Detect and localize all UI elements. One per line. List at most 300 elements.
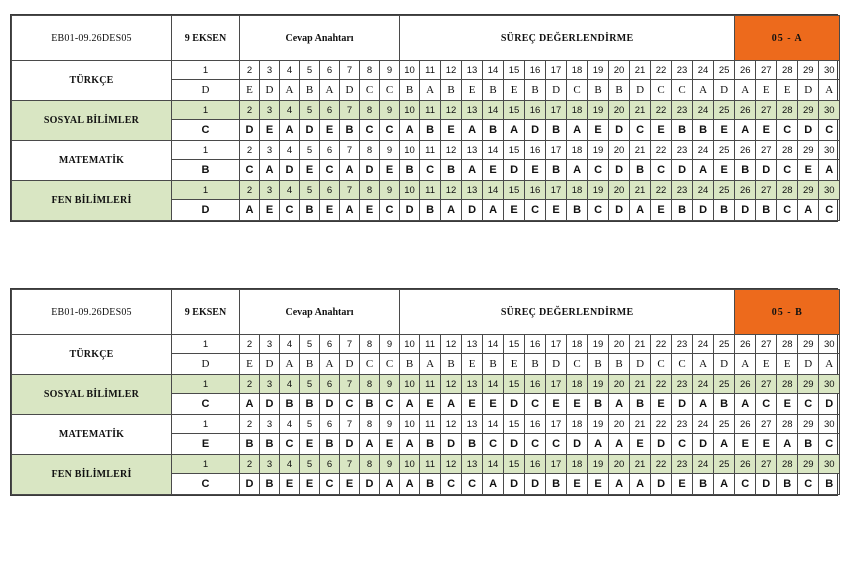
- num-cell: 9: [380, 455, 400, 474]
- num-cell: 21: [630, 141, 651, 160]
- answer-cell: E: [588, 474, 609, 495]
- num-cell: 22: [651, 455, 672, 474]
- answer-cell: C: [819, 434, 840, 455]
- num-cell: 22: [651, 415, 672, 434]
- answer-cell: D: [567, 434, 588, 455]
- sheet-badge: 05 - B: [735, 290, 840, 335]
- answer-cell: A: [400, 120, 420, 141]
- answer-cell: B: [756, 200, 777, 221]
- number-row: [12, 141, 840, 160]
- answer-cell: C: [240, 160, 260, 181]
- answer-cell: C: [672, 354, 693, 375]
- answer-cell: C: [777, 120, 798, 141]
- answer-cell: C: [651, 160, 672, 181]
- num-cell: 2: [240, 101, 260, 120]
- answer-cell: B: [420, 474, 441, 495]
- answer-cell: A: [400, 434, 420, 455]
- number-row: [12, 101, 840, 120]
- answer-cell: A: [735, 394, 756, 415]
- answer-cell: D: [172, 200, 240, 221]
- answer-cell: E: [756, 434, 777, 455]
- num-cell: 13: [462, 101, 483, 120]
- subject-label-fen-bilimleri: FEN BİLİMLERİ: [12, 181, 172, 221]
- num-cell: 1: [172, 141, 240, 160]
- num-cell: 19: [588, 181, 609, 200]
- num-cell: 20: [609, 61, 630, 80]
- num-cell: 12: [441, 141, 462, 160]
- answer-cell: B: [280, 394, 300, 415]
- num-cell: 22: [651, 61, 672, 80]
- answer-cell: A: [735, 354, 756, 375]
- num-cell: 14: [483, 335, 504, 354]
- num-cell: 24: [693, 181, 714, 200]
- answer-cell: E: [380, 434, 400, 455]
- answer-cell: D: [714, 80, 735, 101]
- num-cell: 21: [630, 101, 651, 120]
- answer-cell: E: [714, 160, 735, 181]
- answer-cell: B: [630, 394, 651, 415]
- answer-cell: A: [441, 200, 462, 221]
- num-cell: 8: [360, 141, 380, 160]
- answer-cell: C: [462, 474, 483, 495]
- num-cell: 22: [651, 181, 672, 200]
- num-cell: 28: [777, 455, 798, 474]
- num-cell: 15: [504, 101, 525, 120]
- num-cell: 5: [300, 375, 320, 394]
- answer-cell: D: [504, 474, 525, 495]
- num-cell: 5: [300, 141, 320, 160]
- num-cell: 13: [462, 415, 483, 434]
- num-cell: 30: [819, 61, 840, 80]
- answer-cell: B: [360, 394, 380, 415]
- num-cell: 23: [672, 335, 693, 354]
- answer-cell: A: [240, 394, 260, 415]
- num-cell: 20: [609, 455, 630, 474]
- cevap-anahtari-label: Cevap Anahtarı: [240, 290, 400, 335]
- num-cell: 9: [380, 181, 400, 200]
- answer-cell: A: [280, 80, 300, 101]
- answer-cell: B: [172, 160, 240, 181]
- num-cell: 17: [546, 415, 567, 434]
- answer-cell: E: [714, 120, 735, 141]
- sheet-header-row: [12, 16, 840, 61]
- num-cell: 2: [240, 141, 260, 160]
- answer-cell: A: [280, 354, 300, 375]
- num-cell: 2: [240, 61, 260, 80]
- num-cell: 15: [504, 375, 525, 394]
- answer-cell: A: [483, 200, 504, 221]
- answer-cell: A: [693, 80, 714, 101]
- answer-cell: A: [320, 354, 340, 375]
- num-cell: 25: [714, 181, 735, 200]
- num-cell: 15: [504, 61, 525, 80]
- answer-cell: A: [609, 474, 630, 495]
- num-cell: 27: [756, 415, 777, 434]
- answer-cell: E: [504, 80, 525, 101]
- eksen-label: 9 EKSEN: [172, 16, 240, 61]
- num-cell: 17: [546, 101, 567, 120]
- num-cell: 11: [420, 61, 441, 80]
- num-cell: 6: [320, 181, 340, 200]
- num-cell: 30: [819, 415, 840, 434]
- num-cell: 27: [756, 455, 777, 474]
- answer-cell: E: [462, 394, 483, 415]
- num-cell: 29: [798, 61, 819, 80]
- answer-table-b: [11, 289, 840, 495]
- num-cell: 4: [280, 455, 300, 474]
- num-cell: 1: [172, 415, 240, 434]
- answer-cell: C: [360, 80, 380, 101]
- num-cell: 27: [756, 141, 777, 160]
- answer-cell: A: [504, 120, 525, 141]
- num-cell: 17: [546, 141, 567, 160]
- answer-cell: C: [280, 200, 300, 221]
- number-row: [12, 455, 840, 474]
- num-cell: 3: [260, 415, 280, 434]
- answer-cell: D: [504, 160, 525, 181]
- answer-cell: A: [567, 160, 588, 181]
- num-cell: 12: [441, 415, 462, 434]
- answer-cell: A: [630, 200, 651, 221]
- answer-cell: E: [777, 394, 798, 415]
- answer-cell: E: [651, 200, 672, 221]
- subject-label-turkce: TÜRKÇE: [12, 335, 172, 375]
- answer-cell: A: [819, 80, 840, 101]
- num-cell: 16: [525, 181, 546, 200]
- num-cell: 28: [777, 181, 798, 200]
- num-cell: 7: [340, 335, 360, 354]
- num-cell: 18: [567, 141, 588, 160]
- num-cell: 27: [756, 335, 777, 354]
- num-cell: 17: [546, 335, 567, 354]
- sheet-code: EB01-09.26DES05: [12, 16, 172, 61]
- answer-cell: A: [609, 434, 630, 455]
- answer-cell: E: [672, 474, 693, 495]
- num-cell: 17: [546, 375, 567, 394]
- num-cell: 28: [777, 141, 798, 160]
- num-cell: 11: [420, 335, 441, 354]
- num-cell: 12: [441, 375, 462, 394]
- answer-cell: B: [420, 120, 441, 141]
- num-cell: 10: [400, 455, 420, 474]
- answer-cell: C: [525, 394, 546, 415]
- answer-cell: D: [172, 80, 240, 101]
- answer-cell: B: [588, 80, 609, 101]
- answer-cell: B: [525, 354, 546, 375]
- answer-cell: E: [420, 394, 441, 415]
- num-cell: 26: [735, 335, 756, 354]
- answer-cell: B: [546, 120, 567, 141]
- num-cell: 8: [360, 375, 380, 394]
- num-cell: 29: [798, 141, 819, 160]
- answer-cell: C: [651, 80, 672, 101]
- num-cell: 5: [300, 455, 320, 474]
- num-cell: 19: [588, 455, 609, 474]
- answer-cell: A: [320, 80, 340, 101]
- answer-cell: E: [756, 80, 777, 101]
- num-cell: 14: [483, 101, 504, 120]
- num-cell: 14: [483, 141, 504, 160]
- num-cell: 21: [630, 375, 651, 394]
- answer-cell: C: [483, 434, 504, 455]
- answer-cell: D: [260, 394, 280, 415]
- num-cell: 3: [260, 455, 280, 474]
- answer-cell: C: [630, 120, 651, 141]
- answer-cell: D: [340, 354, 360, 375]
- answer-cell: A: [340, 200, 360, 221]
- answer-cell: C: [172, 474, 240, 495]
- num-cell: 16: [525, 101, 546, 120]
- answer-cell: B: [441, 80, 462, 101]
- num-cell: 30: [819, 455, 840, 474]
- answer-cell: E: [172, 434, 240, 455]
- answer-cell: E: [651, 120, 672, 141]
- num-cell: 7: [340, 101, 360, 120]
- answer-cell: B: [798, 434, 819, 455]
- num-cell: 24: [693, 335, 714, 354]
- num-cell: 9: [380, 415, 400, 434]
- answer-cell: C: [567, 80, 588, 101]
- num-cell: 24: [693, 415, 714, 434]
- num-cell: 4: [280, 61, 300, 80]
- answer-cell: B: [320, 434, 340, 455]
- num-cell: 3: [260, 181, 280, 200]
- answer-cell: D: [462, 200, 483, 221]
- subject-label-turkce: TÜRKÇE: [12, 61, 172, 101]
- num-cell: 30: [819, 181, 840, 200]
- num-cell: 3: [260, 375, 280, 394]
- num-cell: 11: [420, 141, 441, 160]
- num-cell: 12: [441, 335, 462, 354]
- answer-cell: D: [735, 200, 756, 221]
- num-cell: 26: [735, 455, 756, 474]
- answer-cell: C: [777, 160, 798, 181]
- num-cell: 13: [462, 181, 483, 200]
- num-cell: 21: [630, 61, 651, 80]
- answer-cell: A: [693, 354, 714, 375]
- num-cell: 23: [672, 141, 693, 160]
- answer-cell: B: [300, 80, 320, 101]
- answer-cell: B: [483, 354, 504, 375]
- answer-cell: E: [525, 160, 546, 181]
- answer-cell: E: [240, 80, 260, 101]
- num-cell: 20: [609, 141, 630, 160]
- answer-cell: E: [567, 474, 588, 495]
- num-cell: 16: [525, 335, 546, 354]
- answer-cell: B: [630, 160, 651, 181]
- num-cell: 18: [567, 61, 588, 80]
- number-row: [12, 375, 840, 394]
- answer-cell: A: [630, 474, 651, 495]
- num-cell: 22: [651, 141, 672, 160]
- num-cell: 15: [504, 415, 525, 434]
- num-cell: 15: [504, 141, 525, 160]
- num-cell: 24: [693, 375, 714, 394]
- answer-cell: E: [300, 434, 320, 455]
- answer-cell: B: [260, 474, 280, 495]
- num-cell: 13: [462, 61, 483, 80]
- answer-cell: D: [525, 120, 546, 141]
- answer-cell: E: [504, 200, 525, 221]
- answer-cell: C: [420, 160, 441, 181]
- num-cell: 3: [260, 101, 280, 120]
- answer-cell: C: [672, 434, 693, 455]
- subject-label-sosyal-bilimler: SOSYAL BİLİMLER: [12, 375, 172, 415]
- answer-cell: C: [360, 120, 380, 141]
- subject-label-fen-bilimleri: FEN BİLİMLERİ: [12, 455, 172, 495]
- answer-cell: C: [280, 434, 300, 455]
- num-cell: 20: [609, 101, 630, 120]
- num-cell: 8: [360, 335, 380, 354]
- answer-cell: D: [609, 200, 630, 221]
- subject-label-matematik: MATEMATİK: [12, 415, 172, 455]
- answer-cell: D: [651, 474, 672, 495]
- num-cell: 19: [588, 141, 609, 160]
- num-cell: 25: [714, 101, 735, 120]
- answer-cell: E: [300, 474, 320, 495]
- answer-cell: A: [280, 120, 300, 141]
- num-cell: 1: [172, 181, 240, 200]
- surec-degerlendirme-label: SÜREÇ DEĞERLENDİRME: [400, 16, 735, 61]
- sheet-badge: 05 - A: [735, 16, 840, 61]
- answer-cell: E: [756, 120, 777, 141]
- num-cell: 5: [300, 335, 320, 354]
- num-cell: 18: [567, 181, 588, 200]
- answer-cell: D: [504, 434, 525, 455]
- answer-cell: D: [240, 474, 260, 495]
- num-cell: 23: [672, 61, 693, 80]
- answer-cell: C: [588, 200, 609, 221]
- num-cell: 30: [819, 141, 840, 160]
- num-cell: 4: [280, 181, 300, 200]
- num-cell: 5: [300, 61, 320, 80]
- answer-cell: D: [260, 354, 280, 375]
- num-cell: 27: [756, 375, 777, 394]
- num-cell: 15: [504, 335, 525, 354]
- answer-cell: C: [172, 120, 240, 141]
- num-cell: 19: [588, 415, 609, 434]
- num-cell: 22: [651, 101, 672, 120]
- sheet-header-row: [12, 290, 840, 335]
- answer-cell: A: [420, 80, 441, 101]
- num-cell: 13: [462, 141, 483, 160]
- answer-cell: B: [420, 200, 441, 221]
- num-cell: 23: [672, 375, 693, 394]
- num-cell: 6: [320, 335, 340, 354]
- num-cell: 26: [735, 141, 756, 160]
- answer-cell: D: [546, 354, 567, 375]
- num-cell: 10: [400, 101, 420, 120]
- answer-cell: E: [798, 160, 819, 181]
- num-cell: 8: [360, 415, 380, 434]
- num-cell: 4: [280, 415, 300, 434]
- answer-cell: B: [300, 200, 320, 221]
- num-cell: 8: [360, 61, 380, 80]
- answer-cell: D: [340, 434, 360, 455]
- num-cell: 18: [567, 375, 588, 394]
- answer-cell: D: [400, 200, 420, 221]
- answer-cell: E: [777, 80, 798, 101]
- answer-cell: C: [819, 120, 840, 141]
- num-cell: 11: [420, 375, 441, 394]
- num-cell: 5: [300, 415, 320, 434]
- num-cell: 24: [693, 455, 714, 474]
- answer-cell: B: [777, 474, 798, 495]
- answer-cell: E: [380, 160, 400, 181]
- answer-cell: E: [777, 354, 798, 375]
- num-cell: 20: [609, 415, 630, 434]
- answer-cell: D: [546, 80, 567, 101]
- answer-cell: A: [819, 160, 840, 181]
- answer-cell: D: [714, 354, 735, 375]
- num-cell: 4: [280, 141, 300, 160]
- num-cell: 9: [380, 375, 400, 394]
- answer-cell: E: [546, 200, 567, 221]
- answer-cell: E: [735, 434, 756, 455]
- num-cell: 6: [320, 415, 340, 434]
- answer-cell: B: [340, 120, 360, 141]
- num-cell: 6: [320, 141, 340, 160]
- num-cell: 1: [172, 335, 240, 354]
- answer-cell: E: [462, 354, 483, 375]
- answer-cell: B: [567, 200, 588, 221]
- answer-cell: B: [441, 354, 462, 375]
- num-cell: 29: [798, 455, 819, 474]
- answer-cell: A: [693, 394, 714, 415]
- answer-cell: A: [340, 160, 360, 181]
- answer-cell: E: [651, 394, 672, 415]
- num-cell: 7: [340, 415, 360, 434]
- number-row: [12, 415, 840, 434]
- num-cell: 21: [630, 455, 651, 474]
- num-cell: 13: [462, 455, 483, 474]
- num-cell: 14: [483, 455, 504, 474]
- num-cell: 27: [756, 101, 777, 120]
- answer-cell: B: [400, 80, 420, 101]
- answer-cell: A: [420, 354, 441, 375]
- num-cell: 17: [546, 61, 567, 80]
- answer-cell: E: [260, 200, 280, 221]
- answer-cell: A: [462, 120, 483, 141]
- answer-cell: B: [546, 474, 567, 495]
- num-cell: 29: [798, 181, 819, 200]
- num-cell: 23: [672, 415, 693, 434]
- answer-cell: E: [630, 434, 651, 455]
- num-cell: 25: [714, 415, 735, 434]
- answer-cell: D: [798, 354, 819, 375]
- num-cell: 21: [630, 335, 651, 354]
- num-cell: 26: [735, 101, 756, 120]
- answer-cell: C: [567, 354, 588, 375]
- num-cell: 8: [360, 101, 380, 120]
- answer-cell: B: [462, 434, 483, 455]
- num-cell: 4: [280, 375, 300, 394]
- num-cell: 6: [320, 455, 340, 474]
- num-cell: 2: [240, 415, 260, 434]
- answer-cell: C: [819, 200, 840, 221]
- num-cell: 24: [693, 101, 714, 120]
- num-cell: 2: [240, 181, 260, 200]
- answer-cell: D: [320, 394, 340, 415]
- answer-cell: B: [672, 200, 693, 221]
- num-cell: 26: [735, 61, 756, 80]
- answer-table-a: [11, 15, 840, 221]
- answer-cell: D: [525, 474, 546, 495]
- answer-cell: E: [340, 474, 360, 495]
- sheet-code: EB01-09.26DES05: [12, 290, 172, 335]
- answer-cell: B: [400, 354, 420, 375]
- num-cell: 28: [777, 61, 798, 80]
